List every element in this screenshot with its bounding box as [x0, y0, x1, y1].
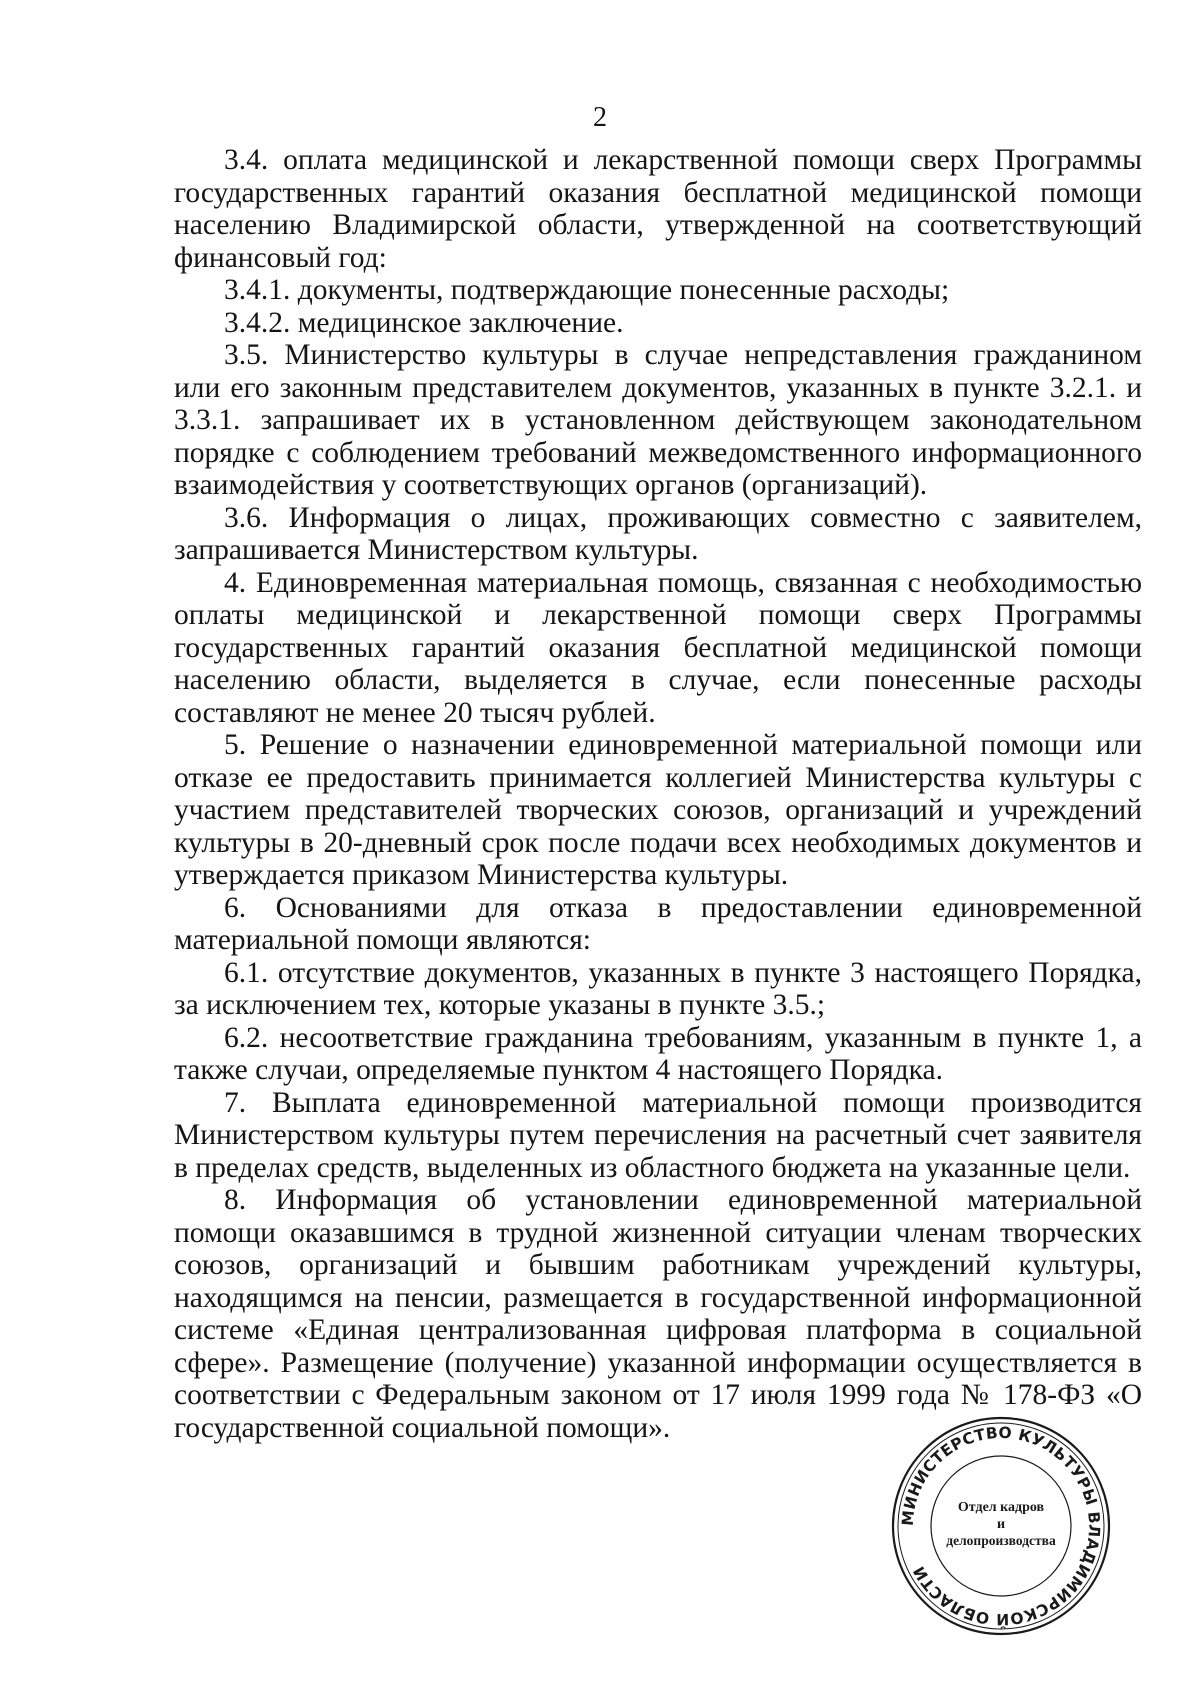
- page-number: 2: [593, 102, 607, 133]
- paragraph-3-4-2: 3.4.2. медицинское заключение.: [224, 306, 624, 339]
- paragraph-5: 5. Решение о назначении единовременной материальной помощи или отказе ее предоставить принимается коллегией Министерства культуры с участием представителей творческих союзов, организаций и учреждений культуры в 20-дневный срок после подачи всех необходимых документов и утверждается приказом Министерства культуры.: [174, 729, 1142, 891]
- paragraph-4: 4. Единовременная материальная помощь, связанная с необходимостью оплаты медицинской и лекарственной помощи сверх Программы государственных гарантий оказания бесплатной медицинской помощи населению области, выделяется в случае, если понесенные расходы составляют не менее 20 тысяч рублей.: [174, 566, 1142, 729]
- stamp-center-line-2: и: [996, 1517, 1006, 1532]
- paragraph-6-1: 6.1. отсутствие документов, указанных в пункте 3 настоящего Порядка, за исключением тех, которые указаны в пункте 3.5.;: [174, 956, 1142, 1021]
- stamp-center-line-3: делопроизводства: [946, 1533, 1056, 1548]
- paragraph-3-6: 3.6. Информация о лицах, проживающих совместно с заявителем, запрашивается Министерством культуры.: [174, 501, 1142, 566]
- official-stamp: [888, 1413, 1114, 1639]
- paragraph-6: 6. Основаниями для отказа в предоставлении единовременной материальной помощи являются:: [174, 891, 1142, 956]
- paragraph-3-5: 3.5. Министерство культуры в случае непредставления гражданином или его законным представителем документов, указанных в пункте 3.2.1. и 3.3.1. запрашивает их в установленном действующем законодательном порядке с соблюдением требований межведомственного информационного взаимодействия у соответствующих органов (организаций).: [174, 339, 1142, 501]
- stamp-ring-textpath: МИНИСТЕРСТВО КУЛЬТУРЫ ВЛАДИМИРСКОЙ ОБЛАСТИ: [898, 1423, 1104, 1629]
- paragraph-8: 8. Информация об установлении единовременной материальной помощи оказавшимся в трудной жизненной ситуации членам творческих союзов, организаций и бывшим работникам учреждений культуры, находящимся на пенсии, размещается в государственной информационной системе «Единая централизованная цифровая платформа в социальной сфере». Размещение (получение) указанной информации осуществляется в соответствии с Федеральным законом от 17 июля 1999 года № 178-ФЗ «О государственной социальной помощи».: [174, 1184, 1142, 1444]
- document-body: [174, 144, 1142, 1444]
- paragraph-7: 7. Выплата единовременной материальной помощи производится Министерством культуры путем перечисления на расчетный счет заявителя в пределах средств, выделенных из областного бюджета на указанные цели.: [174, 1086, 1142, 1184]
- paragraph-3-4: 3.4. оплата медицинской и лекарственной помощи сверх Программы государственных гарантий оказания бесплатной медицинской помощи населению Владимирской области, утвержденной на соответствующий финансовый год:: [174, 144, 1142, 274]
- stamp-center-line-1: Отдел кадров: [957, 1500, 1045, 1515]
- paragraph-3-4-1: 3.4.1. документы, подтверждающие понесенные расходы;: [224, 274, 950, 306]
- paragraph-6-2: 6.2. несоответствие гражданина требованиям, указанным в пункте 1, а также случаи, определяемые пунктом 4 настоящего Порядка.: [174, 1021, 1142, 1086]
